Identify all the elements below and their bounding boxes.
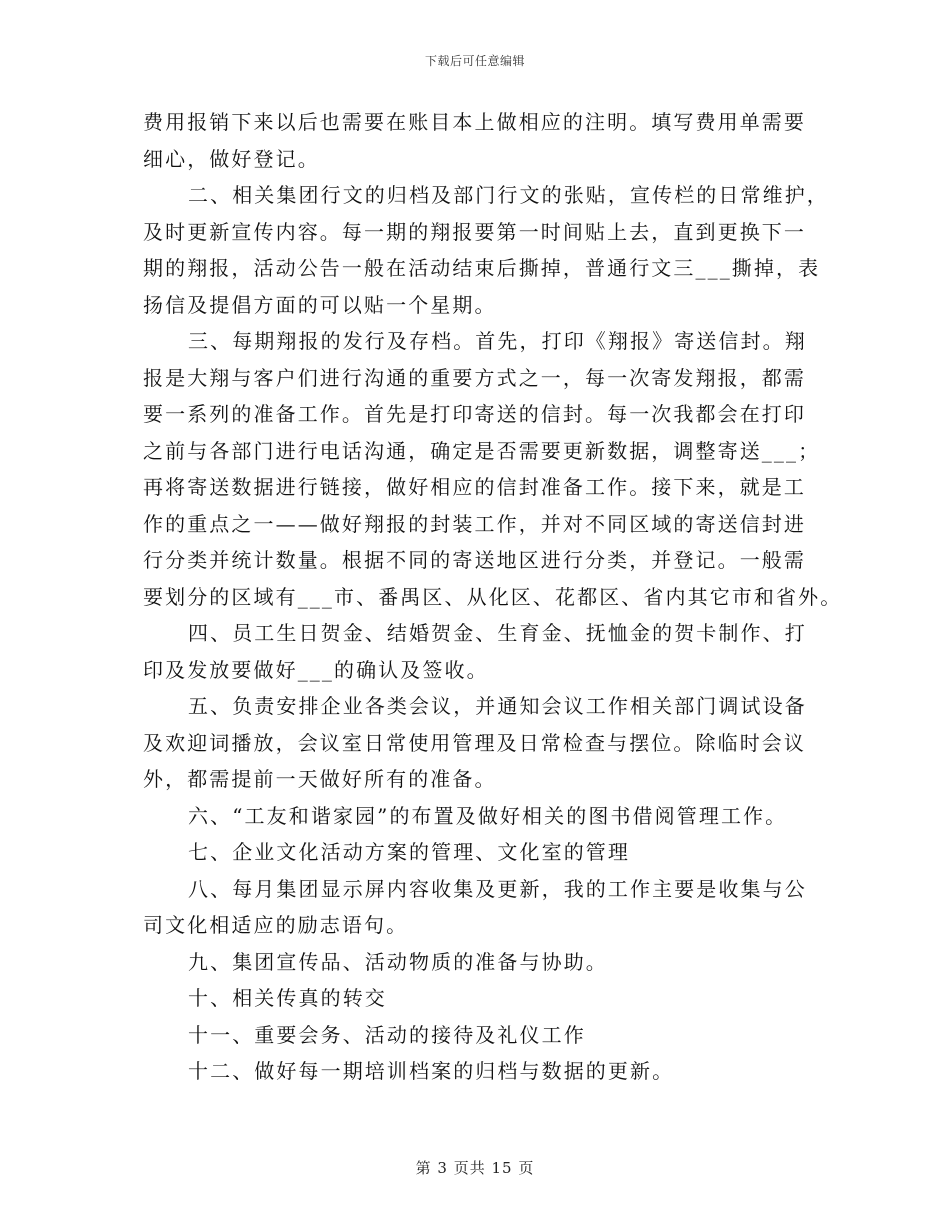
paragraph-line: 及欢迎词播放，会议室日常使用管理及日常检查与摆位。除临时会议 <box>143 730 806 755</box>
paragraph-line: 九、集团宣传品、活动物质的准备与协助。 <box>188 949 608 974</box>
paragraph-line: 八、每月集团显示屏内容收集及更新，我的工作主要是收集与公 <box>188 876 807 901</box>
paragraph-line: 要划分的区域有___市、番禺区、从化区、花都区、省内其它市和省外。 <box>143 584 843 609</box>
paragraph-line: 印及发放要做好___的确认及签收。 <box>143 657 489 682</box>
page-header: 下载后可任意编辑 <box>424 54 525 68</box>
paragraph <box>143 798 823 835</box>
paragraph-line: 七、企业文化活动方案的管理、文化室的管理 <box>188 840 630 864</box>
document-body <box>143 104 843 1090</box>
paragraph <box>143 323 843 615</box>
paragraph <box>143 104 823 177</box>
paragraph <box>143 871 823 944</box>
paragraph <box>143 1053 823 1090</box>
paragraph-line: 十、相关传真的转交 <box>188 986 387 1010</box>
paragraph-line: 作的重点之一——做好翔报的封装工作，并对不同区域的寄送信封进 <box>143 511 806 536</box>
paragraph-line: 及时更新宣传内容。每一期的翔报要第一时间贴上去，直到更换下一 <box>143 219 806 244</box>
paragraph-line: 四、员工生日贺金、结婚贺金、生育金、抚恤金的贺卡制作、打 <box>188 621 807 645</box>
paragraph-line: 十一、重要会务、活动的接待及礼仪工作 <box>188 1022 586 1047</box>
paragraph <box>143 688 823 798</box>
paragraph-line: 之前与各部门进行电话沟通，确定是否需要更新数据，调整寄送___； <box>143 438 821 463</box>
paragraph-line: 期的翔报，活动公告一般在活动结束后撕掉，普通行文三___撕掉，表 <box>143 256 821 280</box>
paragraph-line: 细心，做好登记。 <box>143 146 320 171</box>
paragraph <box>143 944 823 981</box>
paragraph-line: 行分类并统计数量。根据不同的寄送地区进行分类，并登记。一般需 <box>143 548 806 572</box>
paragraph-line: 五、负责安排企业各类会议，并通知会议工作相关部门调试设备 <box>188 694 807 718</box>
paragraph-line: 报是大翔与客户们进行沟通的重要方式之一，每一次寄发翔报，都需 <box>143 365 806 390</box>
paragraph <box>143 980 823 1017</box>
page-footer: 第 3 页共 15 页 <box>415 1159 535 1177</box>
paragraph <box>143 615 823 688</box>
paragraph <box>143 1017 823 1054</box>
paragraph-line: 六、“工友和谐家园”的布置及做好相关的图书借阅管理工作。 <box>188 803 788 828</box>
paragraph-line: 再将寄送数据进行链接，做好相应的信封准备工作。接下来，就是工 <box>143 475 806 499</box>
paragraph-line: 二、相关集团行文的归档及部门行文的张贴，宣传栏的日常维护， <box>188 183 829 207</box>
paragraph-line: 外，都需提前一天做好所有的准备。 <box>143 767 497 791</box>
paragraph-line: 要一系列的准备工作。首先是打印寄送的信封。每一次我都会在打印 <box>143 402 806 426</box>
paragraph <box>143 177 829 323</box>
paragraph-line: 费用报销下来以后也需要在账目本上做相应的注明。填写费用单需要 <box>143 110 806 134</box>
paragraph-line: 司文化相适应的励志语句。 <box>143 913 409 937</box>
paragraph-line: 三、每期翔报的发行及存档。首先，打印《翔报》寄送信封。翔 <box>188 329 807 353</box>
paragraph-line: 十二、做好每一期培训档案的归档与数据的更新。 <box>188 1059 675 1083</box>
paragraph-line: 扬信及提倡方面的可以贴一个星期。 <box>143 292 497 317</box>
paragraph <box>143 834 823 871</box>
